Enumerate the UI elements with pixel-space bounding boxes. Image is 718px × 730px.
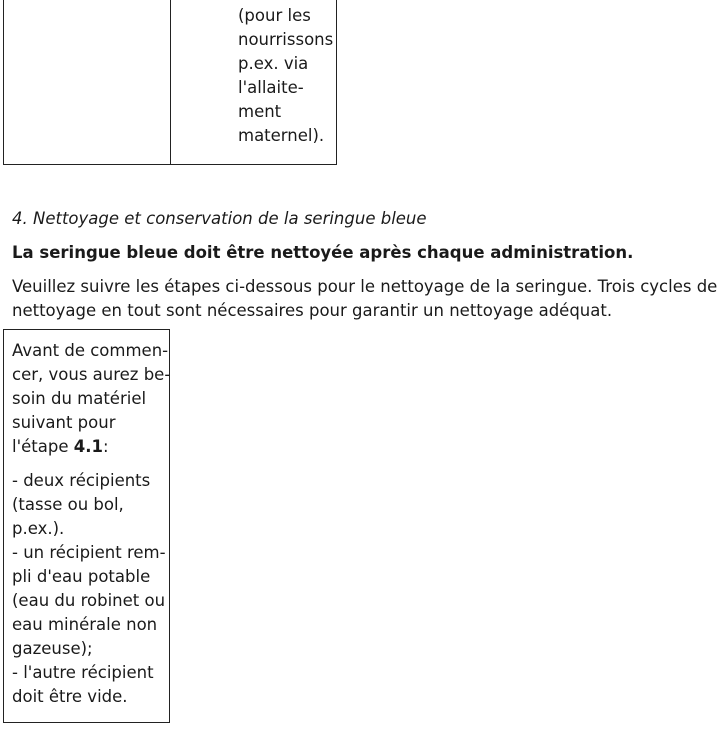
step-number: 4.1 <box>73 437 103 456</box>
box-line: pli d'eau potable <box>12 567 151 586</box>
step-suffix: : <box>102 437 109 456</box>
cell-line: p.ex. via <box>238 54 309 73</box>
box-line: soin du matériel <box>12 389 147 408</box>
section-title: 4. Nettoyage et conservation de la seringue bleue <box>12 209 427 228</box>
top-table <box>3 0 337 165</box>
step-line <box>12 435 169 459</box>
box-line: p.ex.). <box>12 519 65 538</box>
spacer <box>12 459 169 469</box>
cell-line: nourrissons <box>238 30 334 49</box>
step-prefix: l'étape <box>12 437 74 456</box>
box-line: (eau du robinet ou <box>12 591 166 610</box>
intro-line: nettoyage en tout sont nécessaires pour garantir un nettoyage adéquat. <box>12 301 613 320</box>
box-line: doit être vide. <box>12 687 128 706</box>
box-line: (tasse ou bol, <box>12 495 124 514</box>
cell-line: ment <box>238 102 282 121</box>
box-line: suivant pour <box>12 413 116 432</box>
table-cell-left <box>4 0 171 164</box>
intro-line: Veuillez suivre les étapes ci-dessous pour le nettoyage de la seringue. Trois cycles de <box>12 277 718 296</box>
table-cell-right <box>171 0 336 164</box>
bold-statement: La seringue bleue doit être nettoyée après chaque administration. <box>12 243 634 262</box>
box-line: - l'autre récipient <box>12 663 154 682</box>
box-line: cer, vous aurez be- <box>12 365 171 384</box>
box-line: Avant de commen- <box>12 341 169 360</box>
box-line: - deux récipients <box>12 471 151 490</box>
box-line: - un récipient rem- <box>12 543 166 562</box>
cell-line: maternel). <box>238 126 325 145</box>
cell-line: (pour les <box>238 6 311 25</box>
box-line: eau minérale non <box>12 615 158 634</box>
materials-box <box>3 329 170 723</box>
cell-line: l'allaite- <box>238 78 304 97</box>
intro-paragraph <box>12 275 718 323</box>
box-line: gazeuse); <box>12 639 93 658</box>
